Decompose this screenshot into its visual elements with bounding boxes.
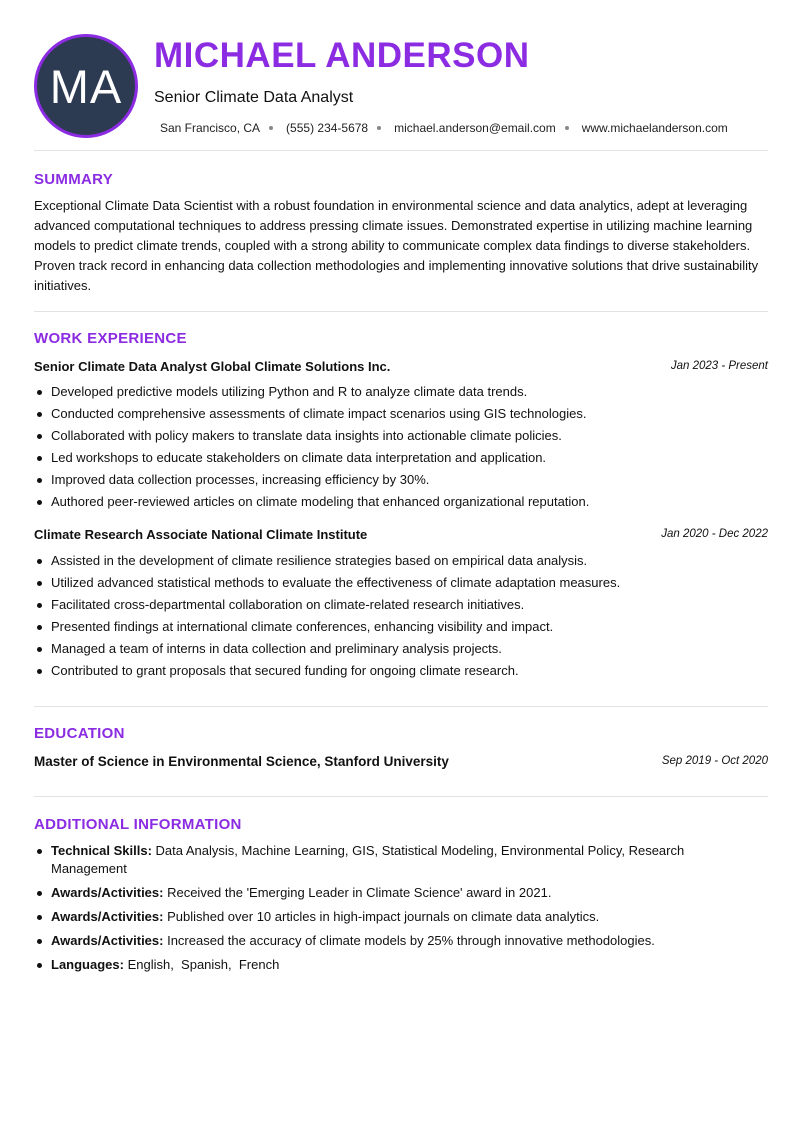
item-label: Awards/Activities: — [51, 885, 164, 900]
avatar — [34, 34, 138, 138]
separator-dot — [269, 126, 273, 130]
list-item: Authored peer-reviewed articles on climate modeling that enhanced organizational reputation. — [34, 494, 768, 510]
item-text: Increased the accuracy of climate models by 25% through innovative methodologies. — [163, 933, 655, 948]
item-label: Awards/Activities: — [51, 933, 164, 948]
contact-email[interactable]: michael.anderson@email.com — [394, 121, 556, 135]
education-dates: Sep 2019 - Oct 2020 — [661, 755, 768, 767]
list-item — [34, 884, 714, 902]
contact-website[interactable]: www.michaelanderson.com — [581, 121, 728, 135]
list-item: Presented findings at international climate conferences, enhancing visibility and impact. — [34, 619, 768, 635]
job-dates: Jan 2023 - Present — [670, 360, 768, 372]
list-item: Collaborated with policy makers to translate data insights into actionable climate policies. — [34, 428, 768, 444]
job-dates: Jan 2020 - Dec 2022 — [661, 528, 768, 540]
list-item: Led workshops to educate stakeholders on climate data interpretation and application. — [34, 450, 768, 466]
list-item: Contributed to grant proposals that secured funding for ongoing climate research. — [34, 663, 768, 679]
divider — [34, 150, 768, 151]
resume-header — [34, 34, 768, 138]
list-item — [34, 932, 714, 950]
job-role: Senior Climate Data Analyst Global Climate Solutions Inc. — [34, 359, 391, 374]
additional-list — [34, 842, 714, 980]
job-header — [34, 359, 768, 377]
job-role: Climate Research Associate National Climate Institute — [34, 527, 368, 542]
education-heading: EDUCATION — [34, 725, 125, 742]
divider — [34, 311, 768, 312]
item-label: Technical Skills: — [51, 843, 152, 858]
item-text: English, Spanish, French — [123, 957, 280, 972]
contact-phone[interactable]: (555) 234-5678 — [286, 121, 369, 135]
education-entry — [34, 754, 768, 772]
divider — [34, 796, 768, 797]
experience-heading: WORK EXPERIENCE — [34, 330, 187, 347]
item-text: Published over 10 articles in high-impact journals on climate data analytics. — [163, 909, 600, 924]
list-item: Utilized advanced statistical methods to evaluate the effectiveness of climate adaptation measures. — [34, 575, 768, 591]
list-item — [34, 842, 714, 878]
list-item: Facilitated cross-departmental collaboration on climate-related research initiatives. — [34, 597, 768, 613]
list-item: Assisted in the development of climate resilience strategies based on empirical data analysis. — [34, 553, 768, 569]
candidate-title: Senior Climate Data Analyst — [154, 89, 354, 106]
contact-line — [160, 121, 728, 135]
separator-dot — [565, 126, 569, 130]
list-item — [34, 908, 714, 926]
job-header — [34, 527, 768, 545]
list-item: Managed a team of interns in data collection and preliminary analysis projects. — [34, 641, 768, 657]
additional-heading: ADDITIONAL INFORMATION — [34, 816, 242, 833]
item-label: Languages: — [51, 957, 124, 972]
list-item: Conducted comprehensive assessments of climate impact scenarios using GIS technologies. — [34, 406, 768, 422]
divider — [34, 706, 768, 707]
item-label: Awards/Activities: — [51, 909, 164, 924]
item-text: Received the 'Emerging Leader in Climate Science' award in 2021. — [163, 885, 552, 900]
job-bullets — [34, 553, 768, 685]
job-bullets — [34, 384, 768, 516]
contact-location: San Francisco, CA — [160, 121, 261, 135]
separator-dot — [377, 126, 381, 130]
degree: Master of Science in Environmental Science, Stanford University — [34, 754, 449, 769]
summary-heading: SUMMARY — [34, 171, 114, 188]
list-item — [34, 956, 714, 974]
candidate-name: MICHAEL ANDERSON — [154, 36, 530, 75]
item-text: Data Analysis, Machine Learning, GIS, Statistical Modeling, Environmental Policy, Research Management — [51, 843, 685, 876]
avatar-initials: MA — [49, 59, 123, 113]
list-item: Developed predictive models utilizing Python and R to analyze climate data trends. — [34, 384, 768, 400]
summary-text: Exceptional Climate Data Scientist with a robust foundation in environmental science and data analytics, adept at leveraging advanced computational techniques to address pressing climate issues. Demonstrated expertise in utilizing machine learning models to predict climate trends, coupled with a strong ability to communicate complex data findings to diverse stakeholders. Proven track record in enhancing data collection methodologies and implementing innovative solutions that drive sustainability initiatives. — [34, 198, 759, 293]
list-item: Improved data collection processes, increasing efficiency by 30%. — [34, 472, 768, 488]
